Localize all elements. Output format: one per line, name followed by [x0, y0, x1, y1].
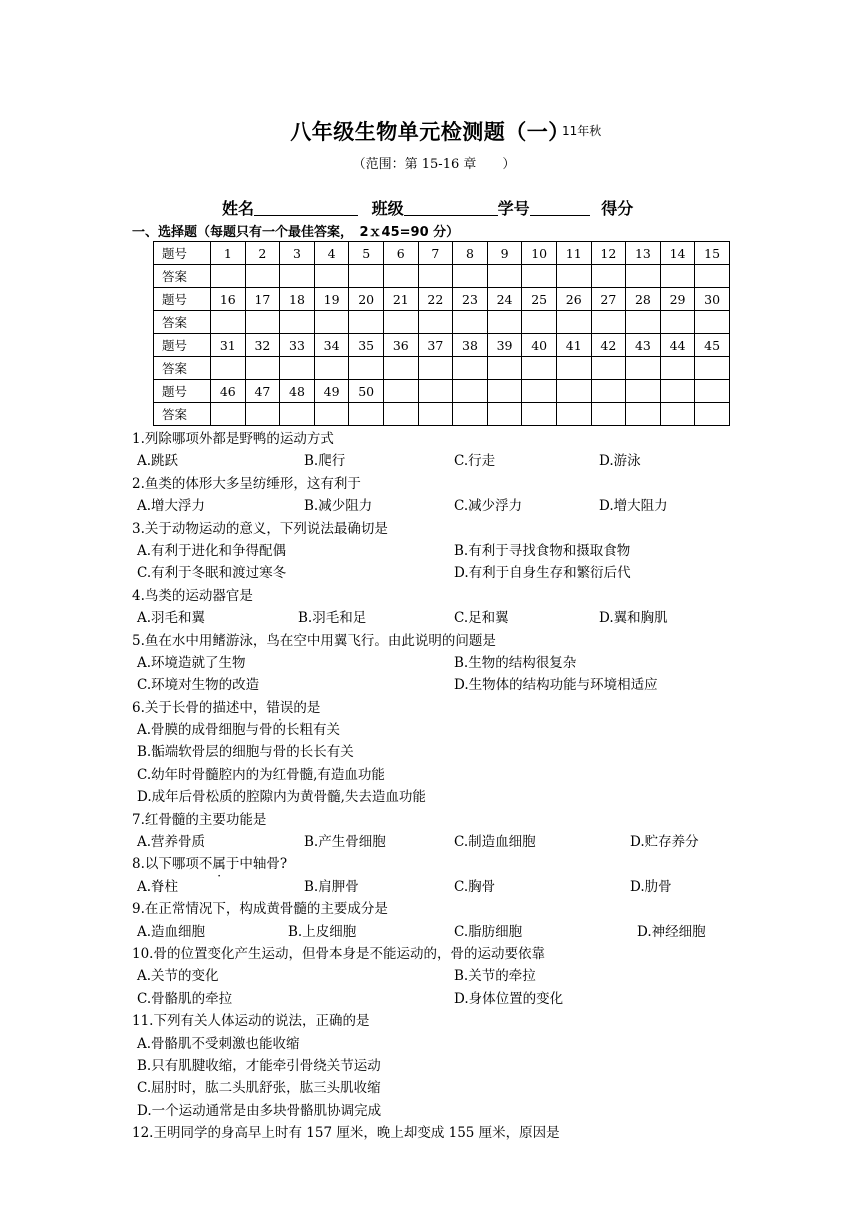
question-number-cell: 5	[349, 242, 384, 265]
question-number-cell: 49	[314, 380, 349, 403]
option-b[interactable]: B.羽毛和足	[298, 610, 367, 627]
option-c[interactable]: C.制造血细胞	[454, 834, 536, 851]
question-number-cell: 7	[418, 242, 453, 265]
option-a[interactable]: A.骨膜的成骨细胞与骨的长粗有关	[137, 722, 341, 739]
answer-cell[interactable]	[245, 403, 280, 426]
option-c[interactable]: C.足和翼	[454, 610, 509, 627]
option-c[interactable]: C.骨骼肌的牵拉	[137, 990, 233, 1007]
option-d[interactable]: D.一个运动通常是由多块骨骼肌协调完成	[137, 1102, 382, 1119]
answer-cell[interactable]	[349, 403, 384, 426]
class-field[interactable]	[404, 199, 498, 216]
answer-cell[interactable]	[487, 265, 522, 288]
question-stem: 4.鸟类的运动器官是	[132, 587, 253, 604]
answer-cell[interactable]	[695, 403, 730, 426]
option-d[interactable]: D.翼和胸肌	[599, 610, 668, 627]
answer-cell[interactable]	[556, 265, 591, 288]
answer-cell[interactable]	[211, 265, 246, 288]
section-heading: 一、选择题（每题只有一个最佳答案， 2ｘ45=90 分）	[132, 225, 460, 240]
answer-cell[interactable]	[280, 403, 315, 426]
option-a[interactable]: A.关节的变化	[137, 968, 219, 985]
option-line	[132, 1033, 732, 1055]
title-row	[0, 116, 860, 146]
option-line	[132, 562, 732, 584]
emphasis-mark: 错误	[266, 699, 294, 716]
answer-cell[interactable]	[314, 403, 349, 426]
question-number-cell: 40	[522, 334, 557, 357]
id-field[interactable]	[530, 199, 590, 216]
answer-cell[interactable]	[349, 265, 384, 288]
question-number-cell: 26	[556, 288, 591, 311]
answer-cell[interactable]	[660, 311, 695, 334]
answer-cell[interactable]	[418, 403, 453, 426]
grid-row-label: 题号	[154, 288, 211, 311]
option-a[interactable]: A.环境造就了生物	[137, 654, 246, 671]
score-label: 得分	[601, 199, 634, 218]
question-stem: 3.关于动物运动的意义，下列说法最确切是	[132, 520, 388, 537]
question-number-cell: 25	[522, 288, 557, 311]
question-number-cell: 6	[383, 242, 418, 265]
question-number-cell	[626, 380, 661, 403]
answer-cell[interactable]	[280, 357, 315, 380]
answer-cell[interactable]	[453, 357, 488, 380]
answer-cell[interactable]	[660, 403, 695, 426]
option-a[interactable]: A.脊柱	[137, 878, 179, 895]
grid-answer-row	[154, 403, 730, 426]
answer-cell[interactable]	[453, 311, 488, 334]
answer-cell[interactable]	[453, 403, 488, 426]
question-stem: 12.王明同学的身高早上时有 157 厘米，晚上却变成 155 厘米，原因是	[132, 1125, 560, 1142]
option-b[interactable]: B.产生骨细胞	[304, 834, 386, 851]
question-number-cell	[418, 380, 453, 403]
question-number-cell: 8	[453, 242, 488, 265]
answer-grid	[153, 241, 730, 426]
question-stem	[132, 853, 732, 875]
option-line	[132, 831, 732, 853]
question-number-cell	[591, 380, 626, 403]
grid-answer-row	[154, 265, 730, 288]
question-number-cell: 24	[487, 288, 522, 311]
answer-cell[interactable]	[418, 311, 453, 334]
answer-cell[interactable]	[314, 357, 349, 380]
answer-cell[interactable]	[591, 311, 626, 334]
answer-cell[interactable]	[522, 311, 557, 334]
question-stem	[132, 697, 732, 719]
question-number-cell: 1	[211, 242, 246, 265]
option-c[interactable]: C.屈肘时，肱二头肌舒张，肱三头肌收缩	[137, 1080, 381, 1097]
answer-cell[interactable]	[556, 403, 591, 426]
question-number-cell: 2	[245, 242, 280, 265]
question-stem: 11.下列有关人体运动的说法，正确的是	[132, 1013, 370, 1030]
question-number-cell: 13	[626, 242, 661, 265]
option-line	[132, 1055, 732, 1077]
question-number-cell: 12	[591, 242, 626, 265]
question-number-cell: 37	[418, 334, 453, 357]
answer-cell[interactable]	[418, 357, 453, 380]
question-number-cell: 38	[453, 334, 488, 357]
answer-cell[interactable]	[280, 311, 315, 334]
grid-row-label: 答案	[154, 265, 211, 288]
answer-cell[interactable]	[660, 357, 695, 380]
option-line	[132, 921, 732, 943]
grid-row-label: 答案	[154, 403, 211, 426]
question-number-cell	[383, 380, 418, 403]
question-number-cell: 36	[383, 334, 418, 357]
question-number-cell: 11	[556, 242, 591, 265]
question-number-cell: 29	[660, 288, 695, 311]
question-number-cell: 46	[211, 380, 246, 403]
answer-cell[interactable]	[383, 311, 418, 334]
question-number-cell: 48	[280, 380, 315, 403]
grid-row-label: 答案	[154, 357, 211, 380]
option-b[interactable]: B.有利于寻找食物和摄取食物	[454, 542, 631, 559]
question-stem-part: 中轴骨?	[239, 856, 288, 873]
answer-cell[interactable]	[487, 311, 522, 334]
option-a[interactable]: A.羽毛和翼	[137, 610, 206, 627]
grid-row-label: 题号	[154, 380, 211, 403]
option-d[interactable]: D.神经细胞	[637, 923, 706, 940]
grid-answer-row	[154, 311, 730, 334]
answer-cell[interactable]	[660, 265, 695, 288]
option-line	[132, 764, 732, 786]
option-line	[132, 540, 732, 562]
question-stem: 1.列除哪项外都是野鸭的运动方式	[132, 431, 334, 447]
question-stem: 5.鱼在水中用鳍游泳，鸟在空中用翼飞行。由此说明的问题是	[132, 632, 496, 649]
answer-cell[interactable]	[383, 403, 418, 426]
option-c[interactable]: C.环境对生物的改造	[137, 677, 260, 694]
answer-cell[interactable]	[453, 265, 488, 288]
question-number-cell: 30	[695, 288, 730, 311]
answer-cell[interactable]	[211, 403, 246, 426]
answer-cell[interactable]	[591, 357, 626, 380]
answer-cell[interactable]	[626, 403, 661, 426]
question-number-cell: 47	[245, 380, 280, 403]
option-d[interactable]: D.肋骨	[630, 878, 672, 895]
option-d[interactable]: D.生物体的结构功能与环境相适应	[454, 677, 658, 694]
question-number-cell	[660, 380, 695, 403]
question-stem-part: 6.关于长骨的描述中，	[132, 699, 267, 716]
question-number-cell: 27	[591, 288, 626, 311]
option-b[interactable]: B.只有肌腱收缩，才能牵引骨绕关节运动	[137, 1057, 381, 1074]
name-field[interactable]	[254, 199, 358, 216]
answer-cell[interactable]	[591, 403, 626, 426]
question-number-cell: 45	[695, 334, 730, 357]
option-line	[132, 988, 732, 1010]
question-number-cell: 17	[245, 288, 280, 311]
emphasis-mark: 不属于	[198, 856, 240, 873]
option-line	[132, 741, 732, 763]
question-stem: 7.红骨髓的主要功能是	[132, 811, 267, 828]
option-c[interactable]: C.脂肪细胞	[454, 923, 523, 940]
option-line	[132, 652, 732, 674]
term-note: 11年秋	[562, 124, 602, 138]
grid-row-label: 答案	[154, 311, 211, 334]
answer-cell[interactable]	[695, 265, 730, 288]
option-d[interactable]: D.身体位置的变化	[454, 990, 564, 1007]
grid-row-label: 题号	[154, 334, 211, 357]
option-b[interactable]: B.骺端软骨层的细胞与骨的长长有关	[137, 744, 354, 761]
answer-cell[interactable]	[626, 311, 661, 334]
option-d[interactable]: D.贮存养分	[630, 834, 699, 851]
question-number-cell: 23	[453, 288, 488, 311]
answer-cell[interactable]	[626, 265, 661, 288]
grid-answer-row	[154, 357, 730, 380]
question-number-cell: 21	[383, 288, 418, 311]
grid-number-row	[154, 380, 730, 403]
question-list	[132, 428, 732, 1145]
grid-number-row	[154, 288, 730, 311]
answer-cell[interactable]	[695, 311, 730, 334]
question-number-cell: 28	[626, 288, 661, 311]
option-b[interactable]: B.肩胛骨	[304, 878, 359, 895]
option-a[interactable]: A.骨骼肌不受刺激也能收缩	[137, 1035, 300, 1052]
option-line	[132, 719, 732, 741]
answer-cell[interactable]	[487, 357, 522, 380]
answer-cell[interactable]	[522, 357, 557, 380]
option-c[interactable]: C.胸骨	[454, 878, 496, 895]
option-line	[132, 607, 732, 629]
answer-cell[interactable]	[383, 357, 418, 380]
answer-cell[interactable]	[349, 357, 384, 380]
question-number-cell: 19	[314, 288, 349, 311]
question-number-cell: 15	[695, 242, 730, 265]
option-b[interactable]: B.关节的牵拉	[454, 968, 536, 985]
answer-cell[interactable]	[591, 265, 626, 288]
question-number-cell: 32	[245, 334, 280, 357]
grid-number-row	[154, 242, 730, 265]
student-info-row	[222, 196, 633, 219]
option-c[interactable]: C.有利于冬眠和渡过寒冬	[137, 565, 287, 582]
option-a[interactable]: A.营养骨质	[137, 834, 206, 851]
answer-cell[interactable]	[522, 265, 557, 288]
question-number-cell: 42	[591, 334, 626, 357]
question-number-cell	[695, 380, 730, 403]
answer-cell[interactable]	[211, 357, 246, 380]
option-line	[132, 786, 732, 808]
answer-cell[interactable]	[383, 265, 418, 288]
answer-cell[interactable]	[556, 357, 591, 380]
question-stem-part: 的是	[293, 699, 321, 716]
question-number-cell: 34	[314, 334, 349, 357]
option-line	[132, 876, 732, 898]
question-number-cell: 16	[211, 288, 246, 311]
grid-row-label: 题号	[154, 242, 211, 265]
question-number-cell: 20	[349, 288, 384, 311]
option-line	[132, 450, 732, 472]
answer-cell[interactable]	[211, 311, 246, 334]
question-number-cell	[453, 380, 488, 403]
class-label: 班级	[371, 199, 404, 218]
option-line	[132, 495, 732, 517]
option-d[interactable]: D.增大阻力	[599, 498, 668, 515]
option-a[interactable]: A.造血细胞	[137, 923, 206, 940]
option-a[interactable]: A.增大浮力	[137, 498, 206, 515]
question-number-cell: 44	[660, 334, 695, 357]
option-b[interactable]: B.减少阻力	[304, 498, 373, 515]
answer-cell[interactable]	[245, 357, 280, 380]
option-b[interactable]: B.生物的结构很复杂	[454, 654, 577, 671]
option-b[interactable]: B.爬行	[304, 453, 346, 470]
question-number-cell: 33	[280, 334, 315, 357]
question-number-cell: 31	[211, 334, 246, 357]
question-number-cell: 41	[556, 334, 591, 357]
answer-cell[interactable]	[556, 311, 591, 334]
answer-cell[interactable]	[695, 357, 730, 380]
option-b[interactable]: B.上皮细胞	[288, 923, 357, 940]
question-number-cell: 50	[349, 380, 384, 403]
option-line	[132, 1077, 732, 1099]
name-label: 姓名	[222, 199, 255, 218]
answer-cell[interactable]	[626, 357, 661, 380]
question-number-cell: 4	[314, 242, 349, 265]
answer-cell[interactable]	[522, 403, 557, 426]
question-number-cell: 14	[660, 242, 695, 265]
question-number-cell: 9	[487, 242, 522, 265]
option-c[interactable]: C.幼年时骨髓腔内的为红骨髓,有造血功能	[137, 766, 385, 783]
option-a[interactable]: A.有利于进化和争得配偶	[137, 542, 287, 559]
option-c[interactable]: C.行走	[454, 453, 496, 470]
chapter-range: （范围：第 15-16 章 ）	[352, 157, 516, 172]
answer-cell[interactable]	[314, 265, 349, 288]
answer-cell[interactable]	[487, 403, 522, 426]
question-number-cell: 43	[626, 334, 661, 357]
question-number-cell: 35	[349, 334, 384, 357]
question-number-cell: 18	[280, 288, 315, 311]
grid-number-row	[154, 334, 730, 357]
id-label: 学号	[497, 199, 530, 218]
question-number-cell: 10	[522, 242, 557, 265]
answer-cell[interactable]	[418, 265, 453, 288]
answer-cell[interactable]	[314, 311, 349, 334]
question-number-cell: 39	[487, 334, 522, 357]
question-number-cell: 3	[280, 242, 315, 265]
option-d[interactable]: D.成年后骨松质的腔隙内为黄骨髓,失去造血功能	[137, 789, 426, 806]
question-number-cell: 22	[418, 288, 453, 311]
option-d[interactable]: D.游泳	[599, 453, 641, 470]
page-title: 八年级生物单元检测题（一）	[290, 120, 570, 144]
answer-cell[interactable]	[280, 265, 315, 288]
answer-cell[interactable]	[245, 311, 280, 334]
option-a[interactable]: A.跳跃	[137, 453, 179, 470]
question-stem: 2.鱼类的体形大多呈纺缍形，这有利于	[132, 475, 361, 492]
question-number-cell	[522, 380, 557, 403]
question-stem: 10.骨的位置变化产生运动，但骨本身是不能运动的，骨的运动要依靠	[132, 945, 545, 962]
question-stem-part: 8.以下哪项	[132, 856, 199, 873]
option-line	[132, 965, 732, 987]
question-stem: 9.在正常情况下，构成黄骨髓的主要成分是	[132, 901, 388, 918]
option-line	[132, 674, 732, 696]
answer-cell[interactable]	[349, 311, 384, 334]
option-d[interactable]: D.有利于自身生存和繁衍后代	[454, 565, 631, 582]
option-c[interactable]: C.减少浮力	[454, 498, 523, 515]
question-number-cell	[556, 380, 591, 403]
answer-cell[interactable]	[245, 265, 280, 288]
question-number-cell	[487, 380, 522, 403]
option-line	[132, 1100, 732, 1122]
